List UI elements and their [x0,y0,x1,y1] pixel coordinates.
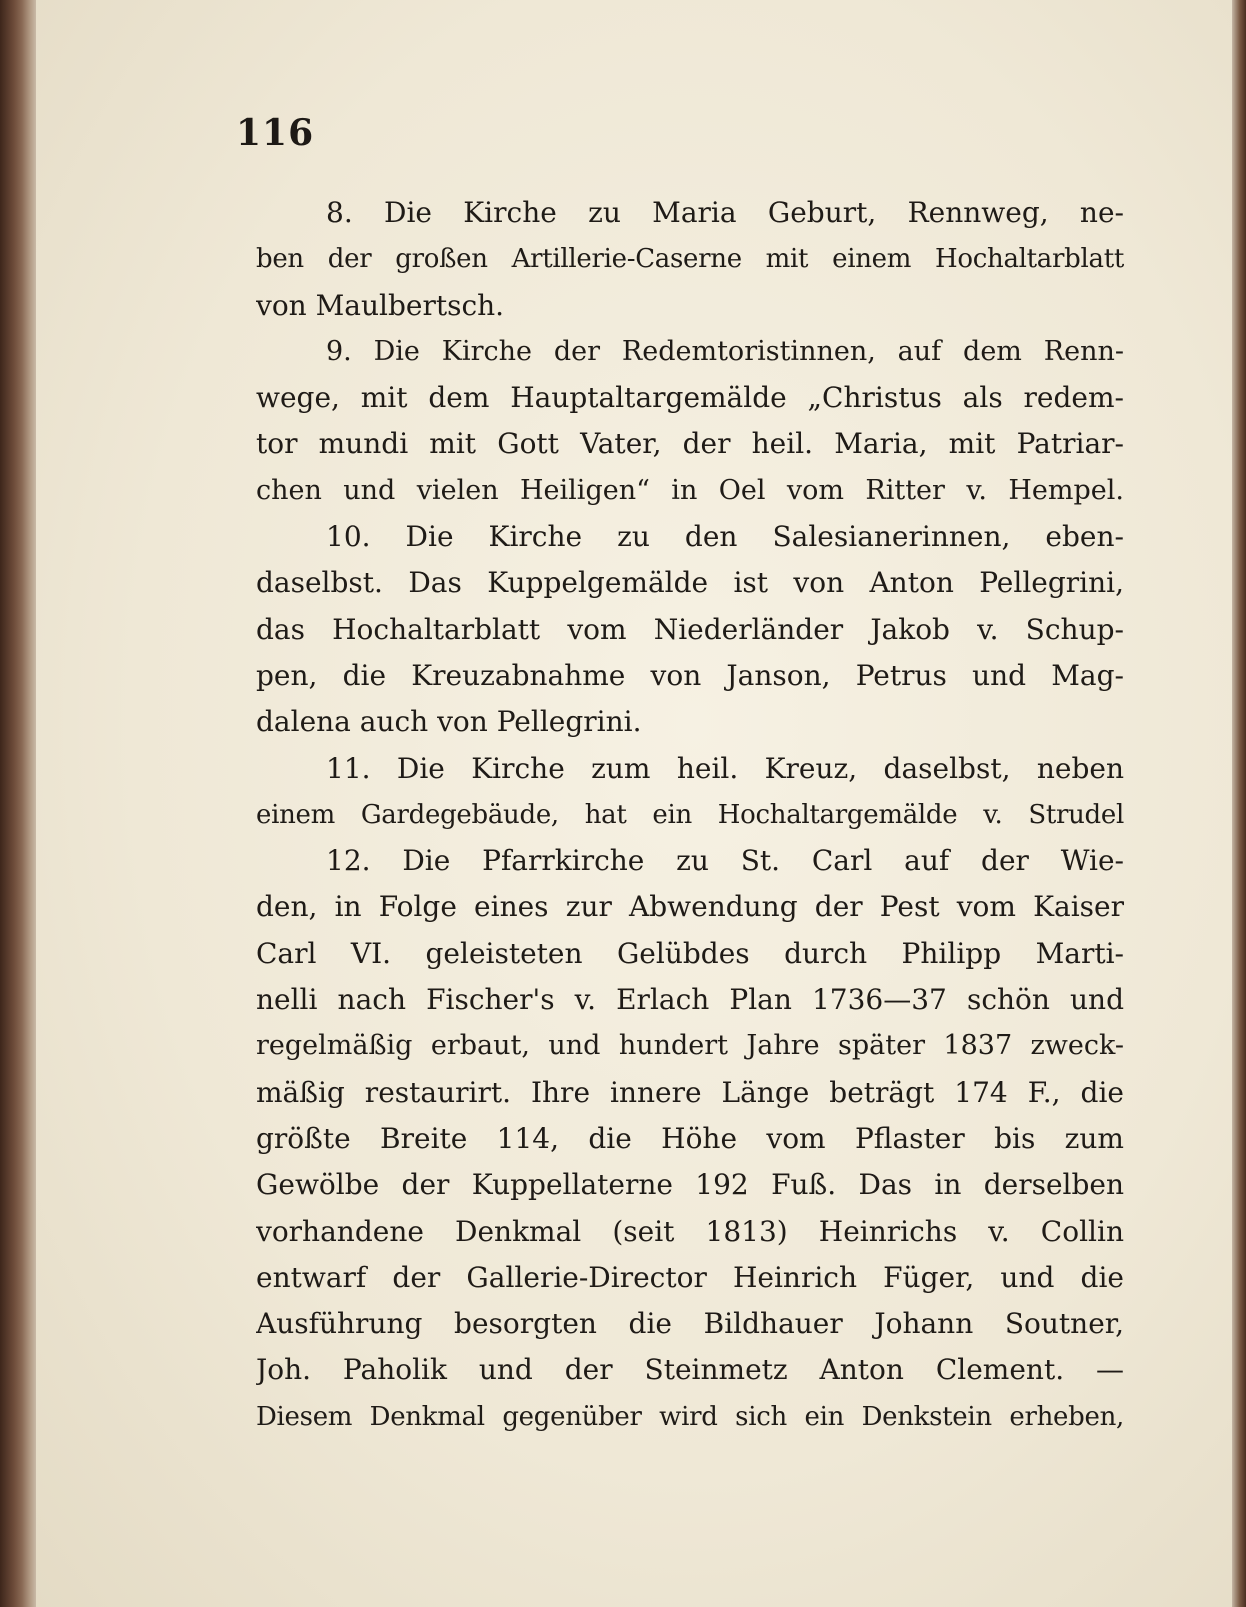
text-line: dalena auch von Pellegrini. [256,705,642,739]
page-number: 116 [236,112,315,154]
text-line: einem Gardegebäude, hat ein Hochaltargemälde v. Strudel [256,799,1124,830]
text-line: vorhandene Denkmal (seit 1813) Heinrichs v. Collin [256,1214,1124,1248]
text-line: pen, die Kreuzabnahme von Janson, Petrus und Mag- [256,658,1124,692]
text-line: wege, mit dem Hauptaltargemälde „Christus als redem- [256,381,1124,415]
text-line: entwarf der Gallerie-Director Heinrich Füger, und die [256,1260,1124,1294]
text-line: das Hochaltarblatt vom Niederländer Jakob v. Schup- [256,612,1124,646]
text-line: tor mundi mit Gott Vater, der heil. Maria, mit Patriar- [256,427,1124,461]
text-line: mäßig restaurirt. Ihre innere Länge beträgt 174 F., die [256,1075,1124,1109]
book-right-edge [1230,0,1246,1607]
text-line: von Maulbertsch. [256,288,505,322]
book-page [36,0,1232,1607]
text-line: 8. Die Kirche zu Maria Geburt, Rennweg, ne- [326,196,1124,229]
text-line: Gewölbe der Kuppellaterne 192 Fuß. Das in derselben [256,1168,1124,1202]
text-line: ben der großen Artillerie-Caserne mit einem Hochaltarblatt [256,244,1124,275]
text-line: Ausführung besorgten die Bildhauer Johann Soutner, [256,1307,1124,1341]
text-line: Carl VI. geleisteten Gelübdes durch Philipp Marti- [256,936,1124,970]
text-line: chen und vielen Heiligen“ in Oel vom Ritter v. Hempel. [256,474,1124,506]
text-line: Joh. Paholik und der Steinmetz Anton Clement. — [256,1353,1124,1387]
text-line: 12. Die Pfarrkirche zu St. Carl auf der Wie- [326,844,1124,878]
text-line: nelli nach Fischer's v. Erlach Plan 1736—37 schön und [256,983,1124,1017]
text-line: regelmäßig erbaut, und hundert Jahre später 1837 zweck- [256,1030,1124,1062]
text-line: Diesem Denkmal gegenüber wird sich ein Denkstein erheben, [256,1401,1124,1432]
text-line: 11. Die Kirche zum heil. Kreuz, daselbst, neben [326,751,1124,785]
text-line: 10. Die Kirche zu den Salesianerinnen, eben- [326,520,1124,554]
text-line: 9. Die Kirche der Redemtoristinnen, auf dem Renn- [326,335,1124,367]
page-text [256,190,1124,1440]
text-line: daselbst. Das Kuppelgemälde ist von Anton Pellegrini, [256,566,1124,600]
book-spine-edge [0,0,40,1607]
text-line: den, in Folge eines zur Abwendung der Pest vom Kaiser [256,890,1124,924]
text-line: größte Breite 114, die Höhe vom Pflaster bis zum [256,1121,1124,1155]
